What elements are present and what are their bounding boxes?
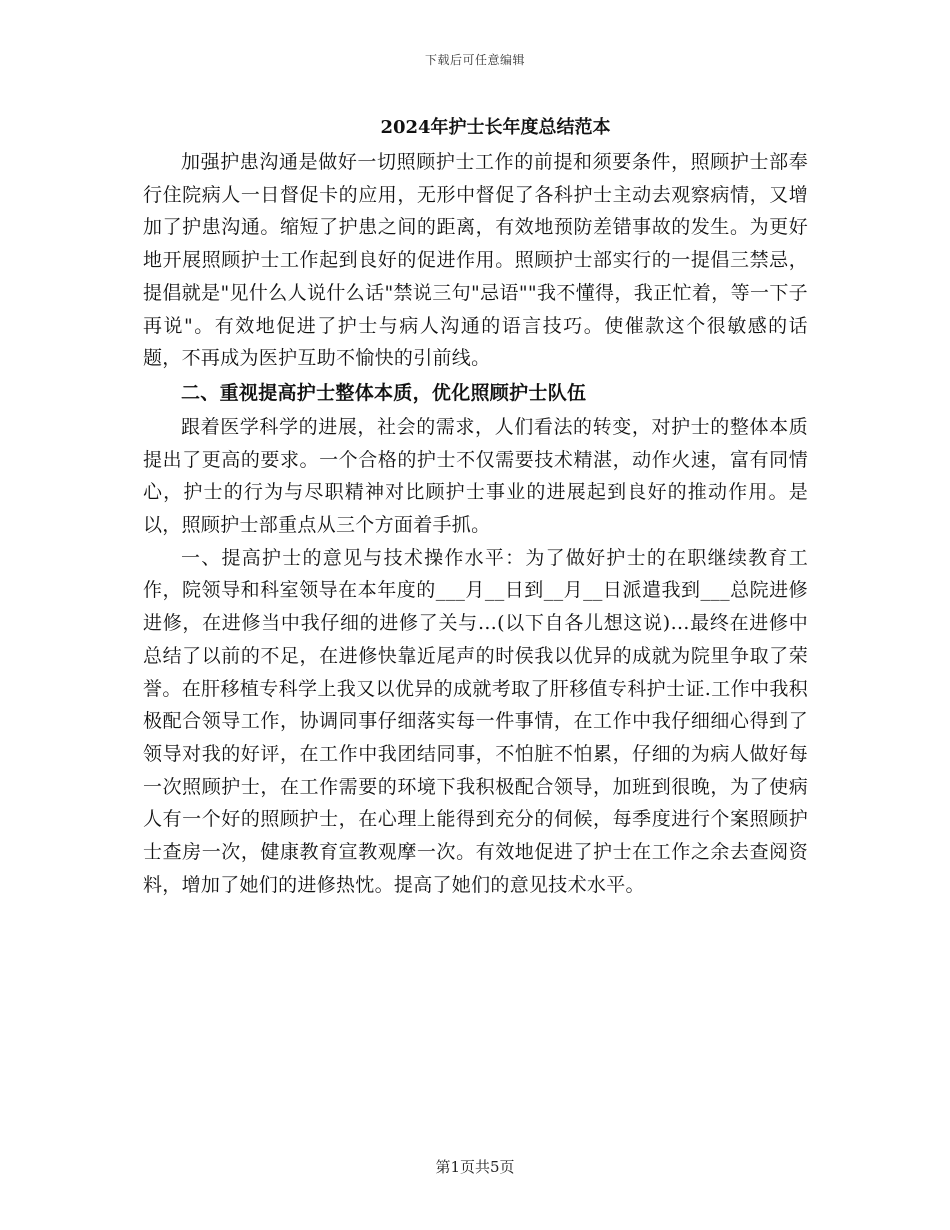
paragraph-communication: 加强护患沟通是做好一切照顾护士工作的前提和须要条件，照顾护士部奉行住院病人一日督促卡的应用，无形中督促了各科护士主动去观察病情，又增加了护患沟通。缩短了护患之间的距离，有效地预防差错事故的发生。为更好地开展照顾护士工作起到良好的促进作用。照顾护士部实行的一提倡三禁忌，提倡就是"见什么人说什么话"禁说三句"忌语""我不懂得，我正忙着，等一下子再说"。有效地促进了护士与病人沟通的语言技巧。使催款这个很敏感的话题，不再成为医护互助不愉快的引前线。 bbox=[143, 151, 808, 370]
page-header: 下载后可任意编辑 bbox=[424, 53, 525, 67]
document-title: 2024年护士长年度总结范本 bbox=[380, 117, 611, 138]
document-body bbox=[143, 110, 808, 901]
paragraph-skills: 一、提高护士的意见与技术操作水平：为了做好护士的在职继续教育工作，院领导和科室领导在本年度的___月__日到__月__日派遣我到___总院进修进修，在进修当中我仔细的进修了关与…(以下自各儿想这说)…最终在进修中总结了以前的不足，在进修快靠近尾声的时侯我以优异的成就为院里争取了荣誉。在肝移植专科学上我又以优异的成就考取了肝移值专科护士证.工作中我积极配合领导工作，协调同事仔细落实每一件事情，在工作中我仔细细心得到了领导对我的好评，在工作中我团结同事，不怕脏不怕累，仔细的为病人做好每一次照顾护士，在工作需要的环境下我积极配合领导，加班到很晚，为了使病人有一个好的照顾护士，在心理上能得到充分的伺候，每季度进行个案照顾护士查房一次，健康教育宣教观摩一次。有效地促进了护士在工作之余去查阅资料，增加了她们的进修热忱。提高了她们的意见技术水平。 bbox=[143, 546, 808, 896]
paragraph-quality: 跟着医学科学的进展，社会的需求，人们看法的转变，对护士的整体本质提出了更高的要求。一个合格的护士不仅需要技术精湛，动作火速，富有同情心，护士的行为与尽职精神对比顾护士事业的进展起到良好的推动作用。是以，照顾护士部重点从三个方面着手抓。 bbox=[143, 415, 808, 537]
section-heading: 二、重视提高护士整体本质，优化照顾护士队伍 bbox=[181, 381, 587, 404]
page-footer: 第1页共5页 bbox=[435, 1158, 515, 1176]
